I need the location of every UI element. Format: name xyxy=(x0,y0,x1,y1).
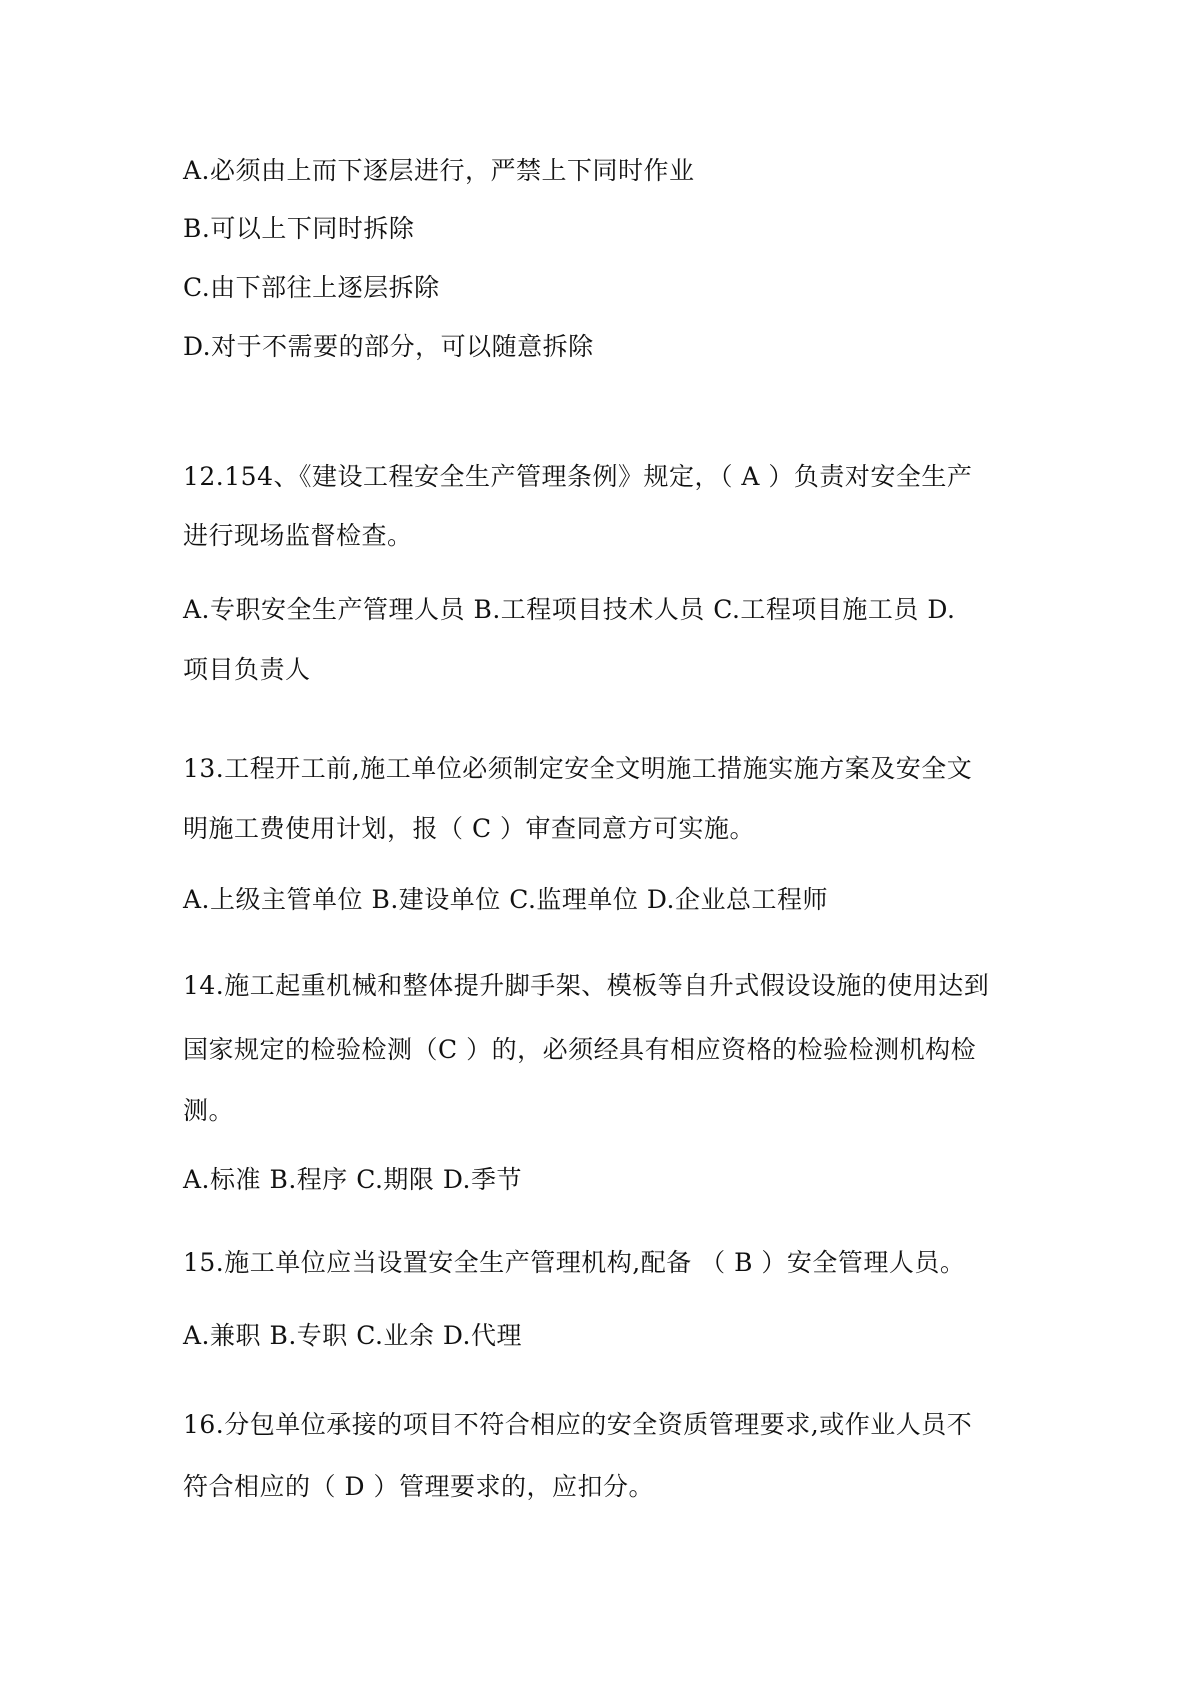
question-14-stem-continued: 国家规定的检验检测（C ）的，必须经具有相应资格的检验检测机构检 xyxy=(183,1035,977,1064)
question-12-stem-continued: 进行现场监督检查。 xyxy=(183,521,413,550)
option-b: B.可以上下同时拆除 xyxy=(183,214,415,243)
question-12-options: A.专职安全生产管理人员 B.工程项目技术人员 C.工程项目施工员 D. xyxy=(183,595,956,624)
question-14-stem-end: 测。 xyxy=(183,1096,235,1125)
question-13-options: A.上级主管单位 B.建设单位 C.监理单位 D.企业总工程师 xyxy=(183,885,828,914)
question-15-options: A.兼职 B.专职 C.业余 D.代理 xyxy=(183,1321,522,1350)
question-15-stem: 15.施工单位应当设置安全生产管理机构,配备 （ B ）安全管理人员。 xyxy=(183,1248,966,1277)
question-16-stem-continued: 符合相应的（ D ）管理要求的，应扣分。 xyxy=(183,1472,654,1501)
question-12-options-continued: 项目负责人 xyxy=(183,655,311,684)
option-a: A.必须由上而下逐层进行，严禁上下同时作业 xyxy=(183,156,695,185)
question-12-stem: 12.154、《建设工程安全生产管理条例》规定，（ A ）负责对安全生产 xyxy=(183,462,973,491)
question-14-options: A.标准 B.程序 C.期限 D.季节 xyxy=(183,1165,522,1194)
question-14-stem: 14.施工起重机械和整体提升脚手架、模板等自升式假设设施的使用达到 xyxy=(183,971,990,1000)
question-13-stem-continued: 明施工费使用计划，报（ C ）审查同意方可实施。 xyxy=(183,814,756,843)
question-16-stem: 16.分包单位承接的项目不符合相应的安全资质管理要求,或作业人员不 xyxy=(183,1410,973,1439)
option-c: C.由下部往上逐层拆除 xyxy=(183,273,440,302)
question-13-stem: 13.工程开工前,施工单位必须制定安全文明施工措施实施方案及安全文 xyxy=(183,754,973,783)
option-d: D.对于不需要的部分，可以随意拆除 xyxy=(183,332,594,361)
